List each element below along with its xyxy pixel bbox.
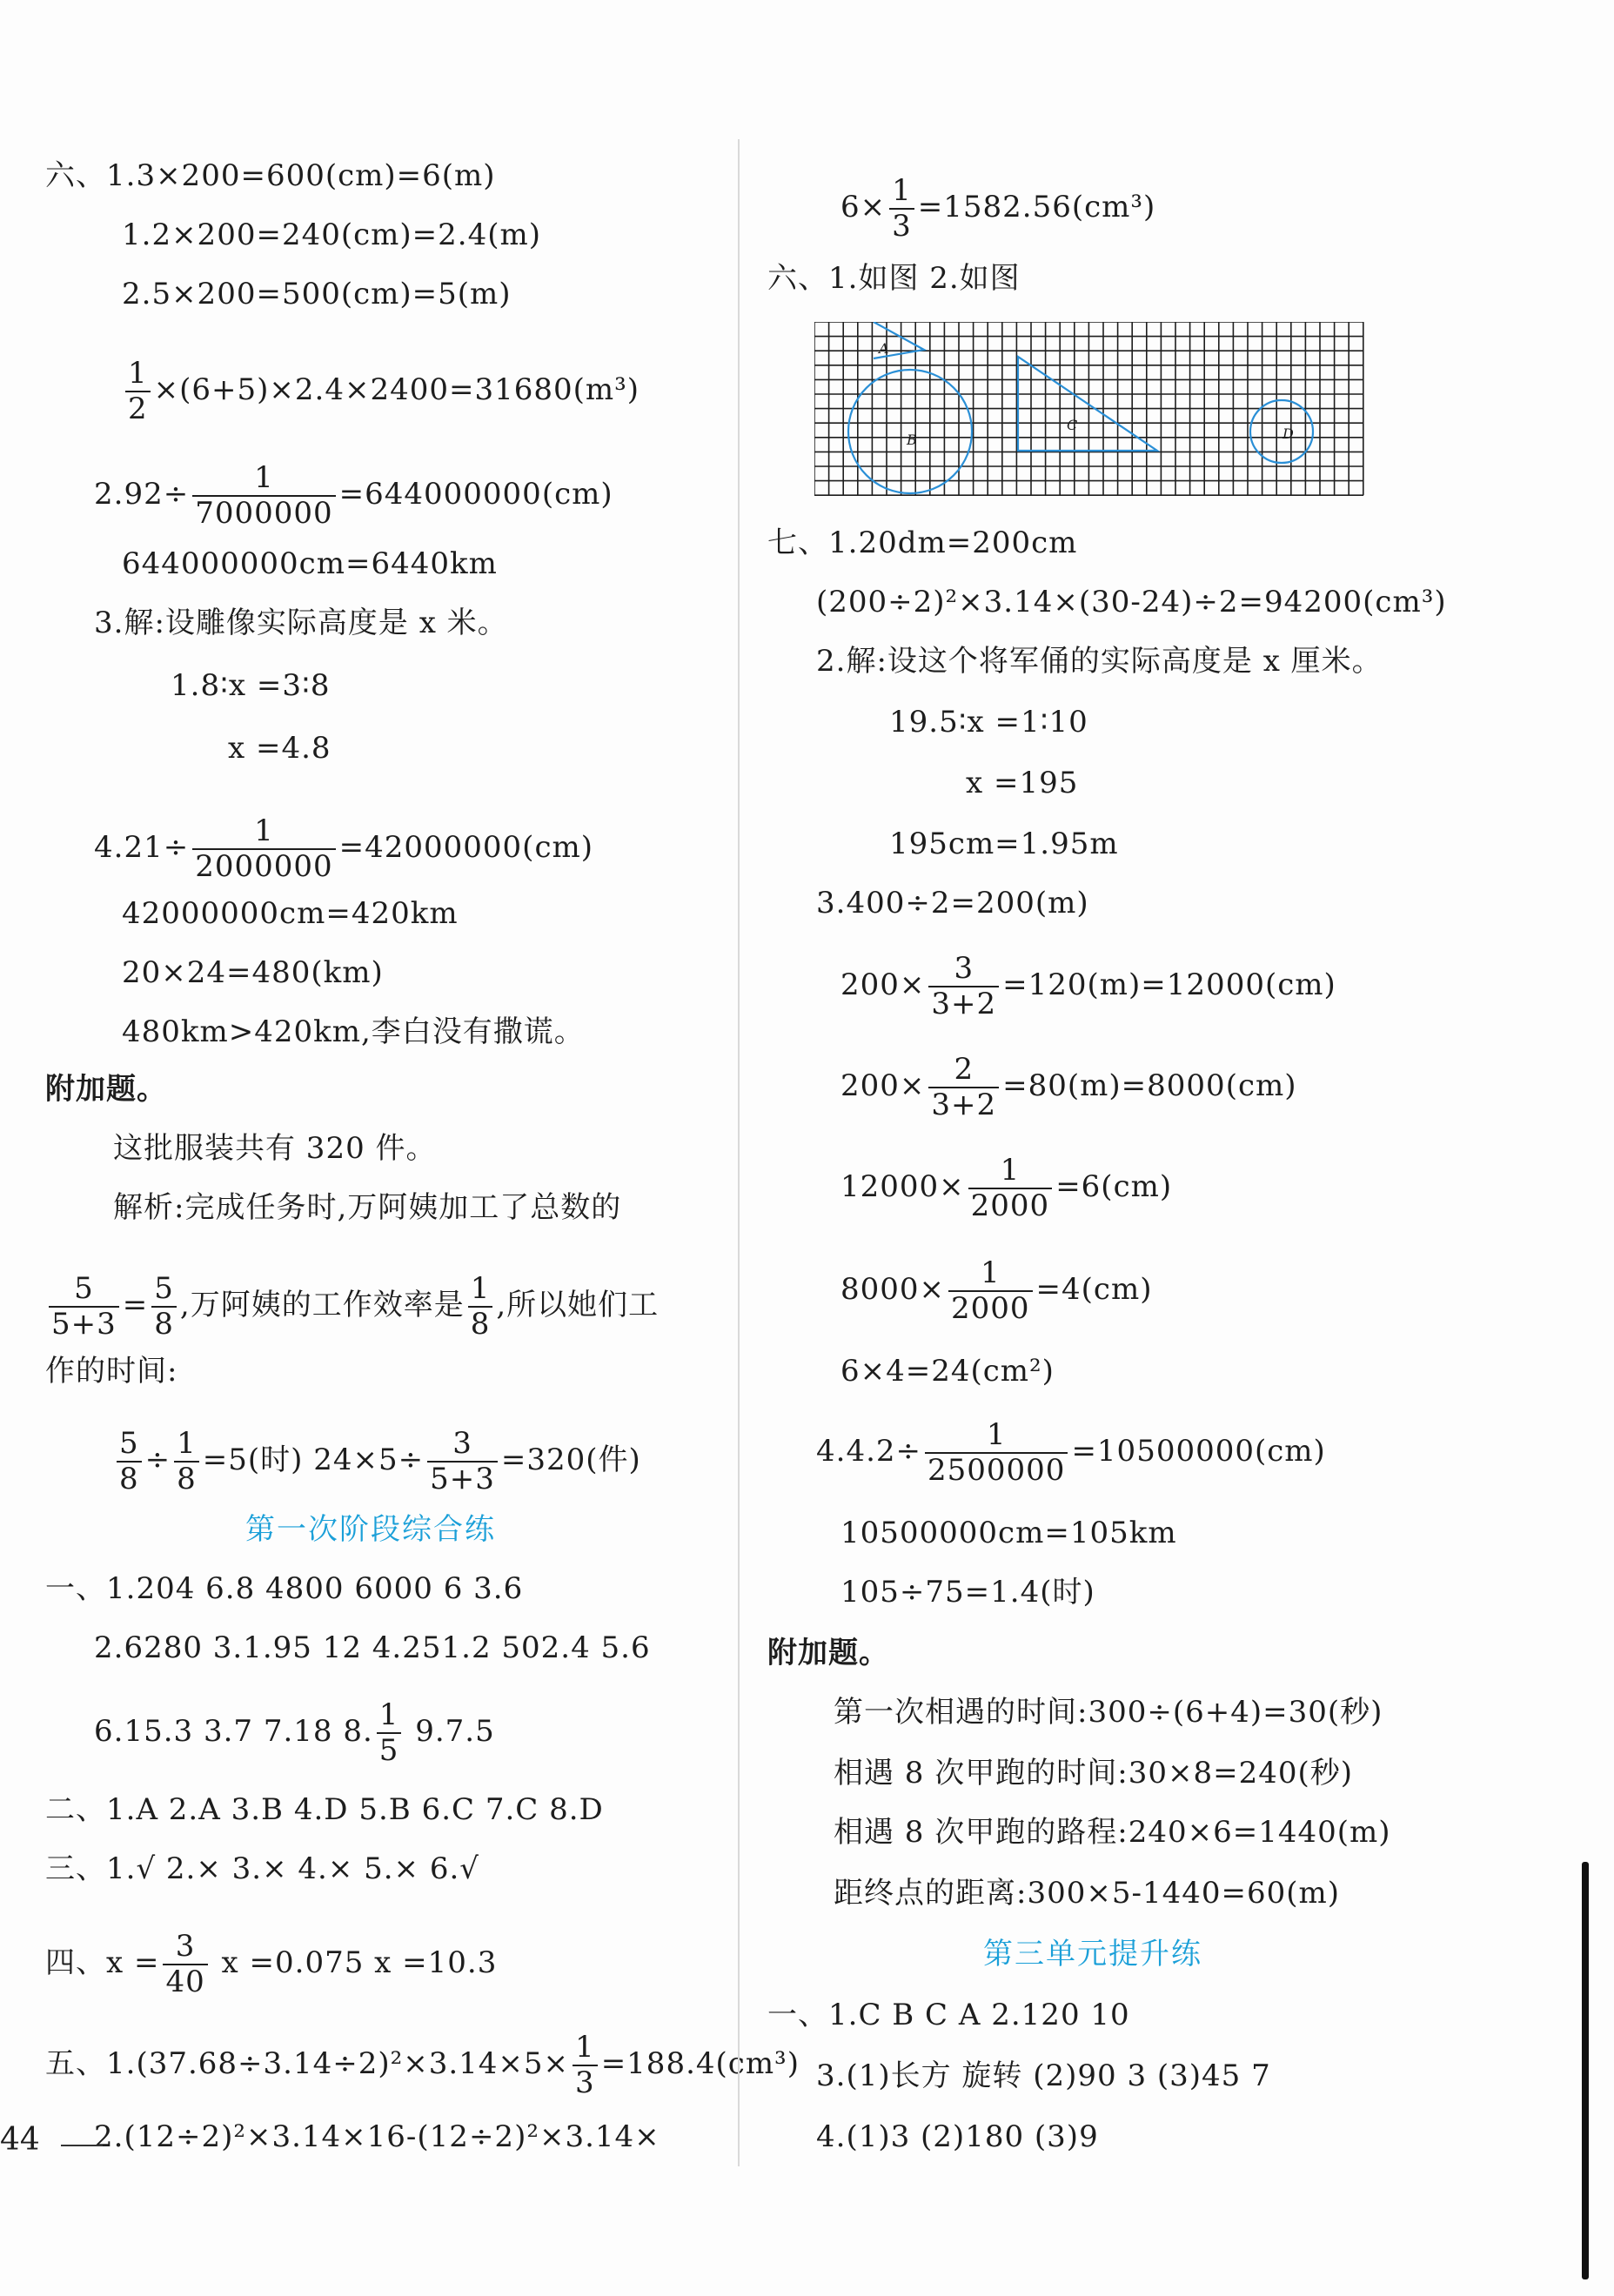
right-line15: 4.4.2÷ $\frac{1}{2500000}$ =10500000(cm) [816, 1417, 1326, 1489]
right-line4: (200÷2)²×3.14×(30-24)÷2=94200(cm³) [816, 585, 1447, 619]
stage1-line6: 四、x = $\frac{3}{40}$ x =0.075 x =10.3 [45, 1929, 498, 2000]
right-line2: 六、1.如图 2.如图 [767, 261, 1021, 296]
right-line19: 相遇 8 次甲跑的时间:30×8=240(秒) [834, 1756, 1353, 1791]
right-line9: 3.400÷2=200(m) [816, 886, 1089, 920]
fraction: $\frac{1}{2500000}$ [925, 1418, 1068, 1488]
left-s6-q4d: 480km>420km,李白没有撒谎。 [122, 1014, 585, 1049]
stage1-line7: 五、1.(37.68÷3.14÷2)²×3.14×5× $\frac{1}{3}$ =188.4(cm³) [45, 2030, 800, 2101]
fraction: $\frac{1}{3}$ [573, 2031, 598, 2100]
left-s6-q4b: 42000000cm=420km [122, 896, 459, 931]
label-c: C [1067, 417, 1078, 433]
right-line18: 第一次相遇的时间:300÷(6+4)=30(秒) [834, 1695, 1383, 1730]
fraction: $\frac{3}{3+2}$ [928, 952, 999, 1021]
right-line1: 6× $\frac{1}{3}$ =1582.56(cm³) [840, 173, 1156, 244]
left-extra-3: $\frac{5}{5+3}$ = $\frac{5}{8}$ ,万阿姨的工作效率是 $\frac{1}{8}$ ,所以她们工 [45, 1272, 659, 1342]
page-number: 44 [0, 2122, 40, 2158]
left-extra-4: 作的时间: [45, 1354, 178, 1389]
left-s6-line2: 1.2×200=240(cm)=2.4(m) [122, 218, 541, 252]
left-s6-q2: 2.92÷ $\frac{1}{7000000}$ =644000000(cm) [94, 460, 613, 532]
circle-d [1250, 400, 1313, 463]
page-number-dash [61, 2145, 103, 2146]
right-line17: 105÷75=1.4(时) [840, 1575, 1095, 1610]
right-line12: 12000× $\frac{1}{2000}$ =6(cm) [840, 1153, 1173, 1224]
right-line10: 200× $\frac{3}{3+2}$ =120(m)=12000(cm) [840, 951, 1336, 1022]
fraction: $\frac{1}{2000000}$ [192, 814, 335, 884]
stage1-line8: 2.(12÷2)²×3.14×16-(12÷2)²×3.14× [94, 2119, 660, 2154]
stage1-line3: 6.15.3 3.7 7.18 8. $\frac{1}{5}$ 9.7.5 [94, 1697, 495, 1769]
fraction: $\frac{1}{8}$ [174, 1427, 199, 1496]
label-a: A [879, 340, 889, 357]
right-line5: 2.解:设这个将军俑的实际高度是 x 厘米。 [816, 644, 1383, 679]
grid-figure-svg [814, 322, 1364, 498]
left-s6-line1: 六、1.3×200=600(cm)=6(m) [45, 158, 496, 193]
right-line8: 195cm=1.95m [889, 827, 1119, 861]
left-s6-line4: $\frac{1}{2}$ ×(6+5)×2.4×2400=31680(m³) [122, 357, 640, 426]
grid-figure [814, 322, 1364, 501]
right-line13: 8000× $\frac{1}{2000}$ =4(cm) [840, 1255, 1153, 1327]
fraction: $\frac{1}{2000}$ [948, 1256, 1033, 1326]
left-extra-title: 附加题。 [45, 1072, 167, 1107]
section-title-stage1: 第一次阶段综合练 [245, 1512, 496, 1547]
left-s6-q4c: 20×24=480(km) [122, 955, 384, 990]
stage1-line4: 二、1.A 2.A 3.B 4.D 5.B 6.C 7.C 8.D [45, 1792, 604, 1827]
right-line14: 6×4=24(cm²) [840, 1354, 1055, 1389]
label-d: D [1282, 425, 1294, 442]
right-line22: 一、1.C B C A 2.120 10 [767, 1998, 1130, 2032]
fraction: $\frac{1}{2000}$ [968, 1154, 1053, 1223]
label-b: B [907, 432, 917, 448]
left-s6-line3: 2.5×200=500(cm)=5(m) [122, 277, 512, 311]
fraction: $\frac{1}{3}$ [889, 174, 914, 244]
section-title-unit3: 第三单元提升练 [983, 1937, 1202, 1971]
right-line6: 19.5∶x =1∶10 [889, 705, 1088, 740]
right-line23: 3.(1)长方 旋转 (2)90 3 (3)45 7 [816, 2058, 1271, 2093]
stage1-line2: 2.6280 3.1.95 12 4.251.2 502.4 5.6 [94, 1630, 651, 1665]
left-s6-q3c: x =4.8 [228, 731, 332, 766]
right-line16: 10500000cm=105km [840, 1516, 1177, 1550]
right-line20: 相遇 8 次甲跑的路程:240×6=1440(m) [834, 1815, 1391, 1850]
fraction: $\frac{2}{3+2}$ [928, 1053, 999, 1122]
stage1-line5: 三、1.√ 2.× 3.× 4.× 5.× 6.√ [45, 1851, 479, 1886]
triangle-c [1018, 357, 1157, 451]
fraction: $\frac{1}{7000000}$ [192, 461, 335, 531]
left-extra-1: 这批服装共有 320 件。 [113, 1131, 437, 1166]
column-divider [738, 139, 740, 2166]
left-s6-q3: 3.解:设雕像实际高度是 x 米。 [94, 606, 508, 640]
fraction: $\frac{1}{8}$ [468, 1272, 493, 1342]
right-extra-title: 附加题。 [767, 1636, 889, 1670]
fraction: $\frac{5}{8}$ [117, 1427, 142, 1496]
left-extra-2: 解析:完成任务时,万阿姨加工了总数的 [113, 1190, 622, 1225]
left-s6-q4: 4.21÷ $\frac{1}{2000000}$ =42000000(cm) [94, 813, 593, 885]
fraction: $\frac{1}{5}$ [377, 1698, 402, 1768]
right-line7: x =195 [966, 766, 1079, 800]
scan-edge-mark [1582, 1862, 1589, 2279]
fraction: $\frac{3}{40}$ [163, 1930, 207, 1999]
fraction: $\frac{1}{2}$ [125, 357, 151, 426]
fraction: $\frac{5}{5+3}$ [49, 1272, 119, 1342]
right-line3: 七、1.20dm=200cm [767, 525, 1078, 560]
fraction: $\frac{5}{8}$ [151, 1272, 177, 1342]
fraction: $\frac{3}{5+3}$ [427, 1427, 498, 1496]
right-line24: 4.(1)3 (2)180 (3)9 [816, 2119, 1099, 2154]
left-s6-q2b: 644000000cm=6440km [122, 546, 498, 581]
left-s6-q3b: 1.8∶x =3∶8 [171, 668, 331, 703]
stage1-line1: 一、1.204 6.8 4800 6000 6 3.6 [45, 1571, 524, 1606]
right-line21: 距终点的距离:300×5-1440=60(m) [834, 1876, 1341, 1911]
right-line11: 200× $\frac{2}{3+2}$ =80(m)=8000(cm) [840, 1052, 1297, 1123]
left-extra-5: $\frac{5}{8}$ ÷ $\frac{1}{8}$ =5(时) 24×5÷ $\frac{3}{5+3}$ =320(件) [113, 1427, 641, 1496]
